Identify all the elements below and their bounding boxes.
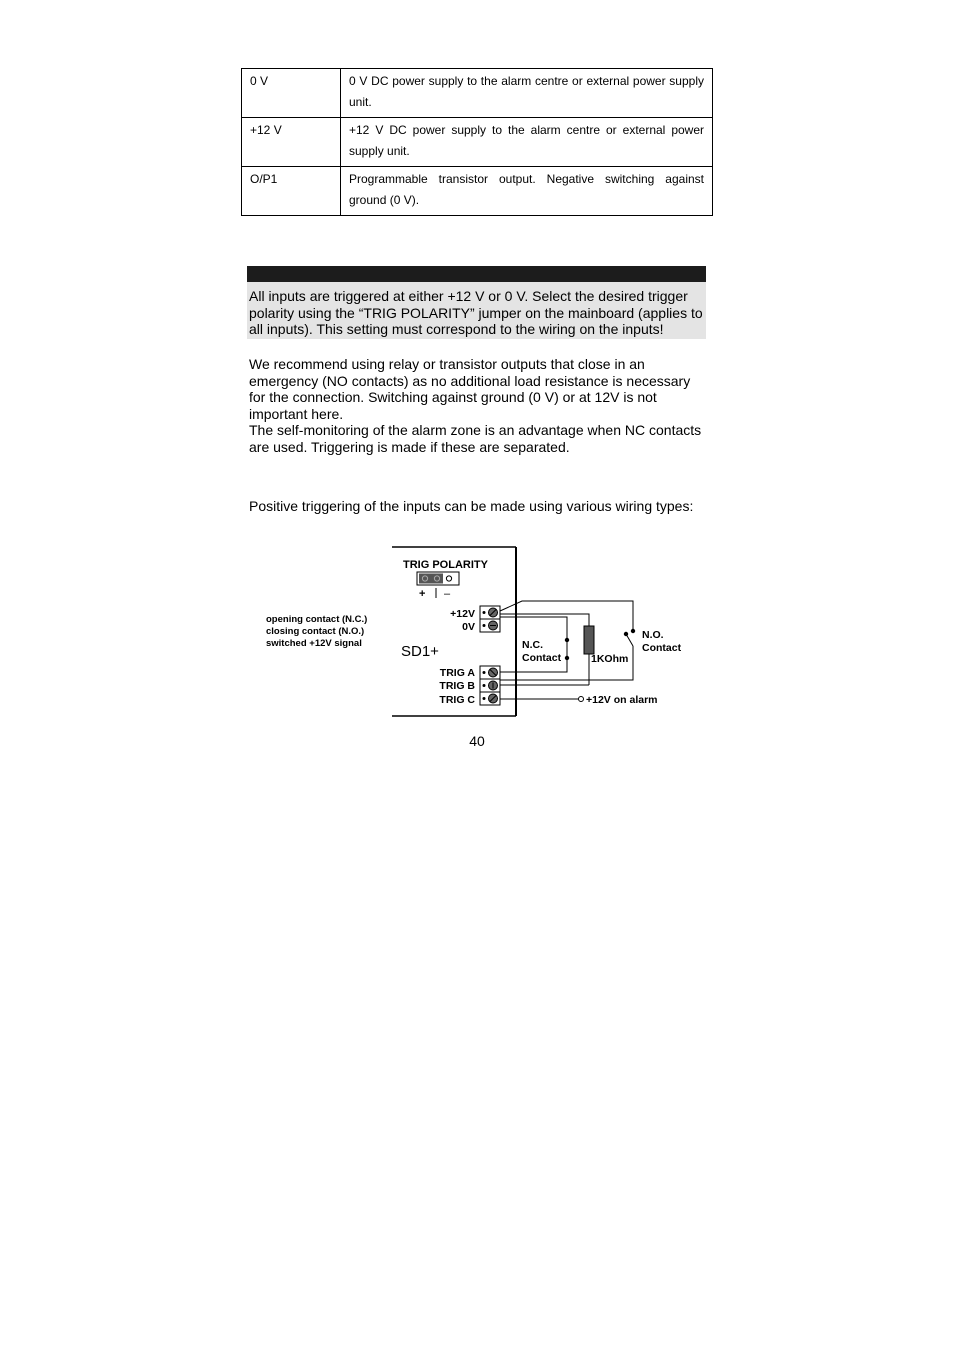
wiring-diagram: [260, 540, 700, 725]
nc-contact-label: Contact: [522, 652, 562, 664]
nc-contact-dot: [565, 656, 569, 660]
terminal-0v-label: 0V: [462, 621, 475, 633]
trig-b-label: TRIG B: [439, 680, 475, 692]
alarm-signal-label: +12V on alarm: [586, 694, 658, 706]
no-contact-label: Contact: [642, 642, 682, 654]
terminal-description: Programmable transistor output. Negative switching against ground (0 V).: [341, 167, 713, 216]
jumper-plus-label: +: [419, 588, 426, 600]
recommendation-paragraph: We recommend using relay or transistor outputs that close in an emergency (NO contacts) as no additional load resistance is necessary for the connection. Switching against ground (0 V) or at 12V is not important here.: [249, 356, 691, 422]
device-label: SD1+: [401, 643, 439, 660]
nc-contact-dot: [565, 638, 569, 642]
jumper-label: TRIG POLARITY: [403, 559, 488, 571]
legend-item: opening contact (N.C.): [266, 614, 368, 625]
positive-triggering-paragraph: Positive triggering of the inputs can be made using various wiring types:: [249, 498, 694, 514]
no-contact-dot: [631, 629, 635, 633]
terminal-name: 0 V: [242, 69, 341, 118]
trig-c-label: TRIG C: [439, 694, 475, 706]
resistor-body: [584, 626, 594, 654]
terminal-block-trig: [480, 666, 500, 705]
self-monitoring-paragraph: The self-monitoring of the alarm zone is an advantage when NC contacts are used. Triggering is made if these are separated.: [249, 422, 702, 455]
terminal-table: [241, 68, 713, 216]
note-box: All inputs are triggered at either +12 V or 0 V. Select the desired trigger polarity using the “TRIG POLARITY” jumper on the mainboard (applies to all inputs). This setting must correspond to the wiring on the inputs!: [247, 282, 706, 339]
terminal-12v-label: +12V: [450, 608, 475, 620]
table-row: [242, 167, 713, 216]
legend-item: switched +12V signal: [266, 638, 362, 649]
terminal-description: +12 V DC power supply to the alarm centre or external power supply unit.: [341, 118, 713, 167]
terminal-block-top: [480, 606, 500, 632]
terminal-name: O/P1: [242, 167, 341, 216]
resistor-label: 1KOhm: [591, 653, 629, 665]
no-contact-dot: [624, 632, 628, 636]
terminal-description: 0 V DC power supply to the alarm centre or external power supply unit.: [341, 69, 713, 118]
table-row: [242, 69, 713, 118]
section-header-bar: [247, 266, 706, 282]
no-contact-label: N.O.: [642, 629, 664, 641]
table-row: [242, 118, 713, 167]
nc-contact-label: N.C.: [522, 639, 543, 651]
trig-a-label: TRIG A: [439, 667, 475, 679]
signal-terminal: [579, 697, 584, 702]
wiring-lines: [500, 601, 633, 699]
page-number: 40: [469, 733, 485, 749]
jumper-minus-label: –: [444, 588, 451, 600]
legend-item: closing contact (N.O.): [266, 626, 365, 637]
terminal-name: +12 V: [242, 118, 341, 167]
